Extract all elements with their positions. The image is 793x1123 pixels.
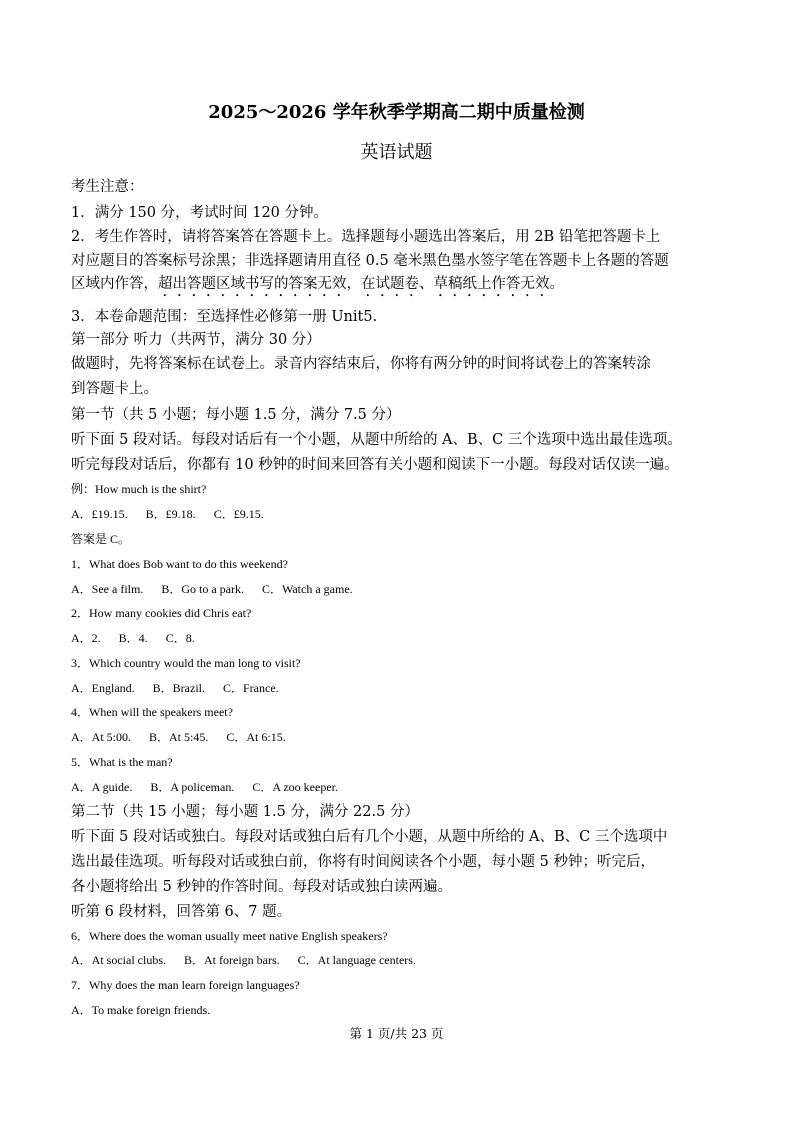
option-a: A．A guide. bbox=[71, 780, 133, 794]
notice-item-2-line-2: 对应题目的答案标号涂黑；非选择题请用直径 0.5 毫米黑色墨水签字笔在答题卡上各题的答题 bbox=[71, 253, 669, 269]
question-6-options bbox=[71, 951, 434, 968]
option-b: B．At foreign bars. bbox=[184, 953, 280, 967]
notice-text: 。 bbox=[549, 276, 564, 292]
question-1-options bbox=[71, 580, 371, 597]
question-1: 1．What does Bob want to do this weekend? bbox=[71, 557, 288, 571]
section2-desc-line-3: 各小题将给出 5 秒钟的作答时间。每段对话或独白读两遍。 bbox=[71, 879, 452, 895]
exam-subtitle: 英语试题 bbox=[360, 142, 433, 163]
question-2: 2．How many cookies did Chris eat? bbox=[71, 606, 252, 620]
question-7-option-a: A．To make foreign friends. bbox=[71, 1003, 211, 1017]
example-question: 例：How much is the shirt? bbox=[71, 482, 207, 496]
material-6-heading: 听第 6 段材料，回答第 6、7 题。 bbox=[71, 904, 292, 920]
exam-title: 2025～2026 学年秋季学期高二期中质量检测 bbox=[208, 102, 585, 123]
option-a: A．See a film. bbox=[71, 582, 144, 596]
option-b: B．At 5:45. bbox=[149, 730, 209, 744]
option-c: C．At 6:15. bbox=[226, 730, 286, 744]
question-3: 3．Which country would the man long to visit? bbox=[71, 656, 301, 670]
option-c: C．Watch a game. bbox=[261, 582, 353, 596]
notice-item-3: 3．本卷命题范围：至选择性必修第一册 Unit5. bbox=[71, 309, 378, 325]
example-options bbox=[71, 505, 282, 522]
question-2-options bbox=[71, 629, 213, 646]
question-5: 5．What is the man? bbox=[71, 755, 173, 769]
notice-heading: 考生注意： bbox=[71, 179, 144, 195]
option-c: C．France. bbox=[223, 681, 279, 695]
option-b: B．A policeman. bbox=[150, 780, 235, 794]
option-c: C．A zoo keeper. bbox=[252, 780, 338, 794]
option-b: B．£9.18. bbox=[145, 507, 196, 521]
option-c: C．8. bbox=[165, 631, 195, 645]
notice-text: ， bbox=[346, 276, 361, 292]
option-a: A．England. bbox=[71, 681, 135, 695]
part1-desc-line-1: 做题时，先将答案标在试卷上。录音内容结束后，你将有两分钟的时间将试卷上的答案转涂 bbox=[71, 356, 651, 372]
question-3-options bbox=[71, 679, 297, 696]
emphasis-text: 超出答题区域书写的答案无效 bbox=[158, 276, 347, 292]
option-b: B．Go to a park. bbox=[161, 582, 244, 596]
example-answer: 答案是 C。 bbox=[71, 532, 131, 546]
option-b: B．Brazil. bbox=[152, 681, 205, 695]
section2-desc-line-2: 选出最佳选项。听每段对话或独白前，你将有时间阅读各个小题，每小题 5 秒钟；听完后， bbox=[71, 854, 655, 870]
part1-desc-line-2: 到答题卡上。 bbox=[71, 381, 158, 397]
notice-text: 、 bbox=[419, 276, 434, 292]
notice-item-1: 1．满分 150 分，考试时间 120 分钟。 bbox=[71, 205, 329, 221]
question-5-options bbox=[71, 778, 356, 795]
section1-desc-line-2: 听完每段对话后，你都有 10 秒钟的时间来回答有关小题和阅读下一小题。每段对话仅读一遍。 bbox=[71, 457, 679, 473]
question-6: 6．Where does the woman usually meet native English speakers? bbox=[71, 929, 388, 943]
page-number: 第 1 页/共 23 页 bbox=[349, 1026, 444, 1041]
option-a: A．2. bbox=[71, 631, 101, 645]
question-4-options bbox=[71, 728, 304, 745]
part1-heading: 第一部分 听力（共两节，满分 30 分） bbox=[71, 332, 321, 348]
question-7: 7．Why does the man learn foreign languages? bbox=[71, 978, 300, 992]
section2-desc-line-1: 听下面 5 段对话或独白。每段对话或独白后有几个小题，从题中所给的 A、B、C 三个选项中 bbox=[71, 829, 668, 845]
section2-heading: 第二节（共 15 小题；每小题 1.5 分，满分 22.5 分） bbox=[71, 804, 419, 820]
notice-item-2-line-1: 2．考生作答时，请将答案答在答题卡上。选择题每小题选出答案后，用 2B 铅笔把答题卡上 bbox=[71, 229, 661, 245]
option-c: C．At language centers. bbox=[297, 953, 416, 967]
option-a: A．At social clubs. bbox=[71, 953, 166, 967]
option-a: A．£19.15. bbox=[71, 507, 128, 521]
notice-text: 区域内作答， bbox=[71, 276, 158, 292]
option-a: A．At 5:00. bbox=[71, 730, 132, 744]
emphasis-text: 草稿纸上作答无效 bbox=[433, 276, 550, 292]
emphasis-text: 在试题卷 bbox=[361, 276, 419, 292]
section1-heading: 第一节（共 5 小题；每小题 1.5 分，满分 7.5 分） bbox=[71, 407, 401, 423]
section1-desc-line-1: 听下面 5 段对话。每段对话后有一个小题，从题中所给的 A、B、C 三个选项中选出最佳选项。 bbox=[71, 432, 682, 448]
question-4: 4．When will the speakers meet? bbox=[71, 705, 233, 719]
option-c: C．£9.15. bbox=[213, 507, 264, 521]
option-b: B．4. bbox=[118, 631, 148, 645]
notice-item-2-line-3 bbox=[71, 272, 564, 300]
